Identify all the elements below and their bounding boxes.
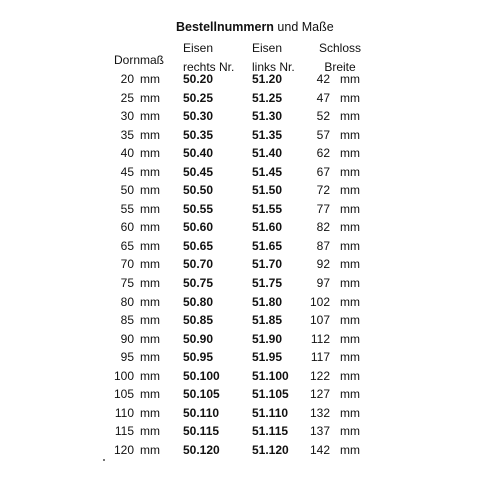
table-row (0, 163, 480, 182)
dornmass-unit: mm (140, 294, 160, 309)
eisen-rechts-number: 50.30 (183, 109, 214, 124)
eisen-links-number: 51.70 (252, 257, 283, 272)
schloss-breite-unit: mm (340, 442, 360, 457)
dornmass-unit: mm (140, 331, 160, 346)
schloss-breite-value: 82 (316, 220, 330, 235)
table-row (0, 218, 480, 237)
eisen-rechts-number: 50.85 (183, 313, 214, 328)
eisen-rechts-number: 50.75 (183, 276, 214, 291)
table-row (0, 367, 480, 386)
dornmass-unit: mm (140, 276, 160, 291)
schloss-breite-value: 132 (309, 405, 330, 420)
eisen-rechts-number: 50.90 (183, 331, 214, 346)
table-row (0, 330, 480, 349)
eisen-links-number: 51.90 (252, 331, 283, 346)
eisen-links-number: 51.105 (252, 387, 289, 402)
schloss-breite-value: 72 (316, 183, 330, 198)
eisen-rechts-number: 50.65 (183, 238, 214, 253)
dornmass-unit: mm (140, 405, 160, 420)
schloss-breite-unit: mm (340, 90, 360, 105)
dornmass-unit: mm (140, 442, 160, 457)
schloss-breite-value: 77 (316, 201, 330, 216)
eisen-links-number: 51.20 (252, 72, 283, 86)
header-eisen-rechts-line1: Eisen (183, 41, 214, 55)
dornmass-value: 50 (120, 183, 134, 198)
dornmass-unit: mm (140, 90, 160, 105)
eisen-rechts-number: 50.55 (183, 201, 214, 216)
header-schloss-breite-line1: Schloss (319, 41, 362, 55)
eisen-rechts-number: 50.25 (183, 90, 214, 105)
dornmass-value: 60 (120, 220, 134, 235)
eisen-links-number: 51.120 (252, 442, 289, 457)
schloss-breite-unit: mm (340, 220, 360, 235)
schloss-breite-value: 42 (316, 72, 330, 86)
eisen-rechts-number: 50.60 (183, 220, 214, 235)
eisen-links-number: 51.115 (252, 424, 289, 439)
table-row (0, 293, 480, 312)
eisen-rechts-number: 50.80 (183, 294, 214, 309)
schloss-breite-unit: mm (340, 387, 360, 402)
schloss-breite-value: 62 (316, 146, 330, 161)
header-dornmass: Dornmaß (114, 53, 165, 67)
eisen-links-number: 51.35 (252, 127, 283, 142)
dornmass-value: 40 (120, 146, 134, 161)
header-eisen-links-line2: links Nr. (252, 60, 295, 74)
header-eisen-links-line1: Eisen (252, 41, 283, 55)
schloss-breite-value: 122 (309, 368, 330, 383)
schloss-breite-value: 117 (310, 350, 330, 365)
eisen-links-number: 51.110 (252, 405, 289, 420)
table-row (0, 404, 480, 423)
table-row (0, 422, 480, 441)
schloss-breite-unit: mm (340, 368, 360, 383)
dornmass-value: 30 (120, 109, 134, 124)
table-row (0, 89, 480, 108)
size-table (0, 70, 480, 459)
eisen-links-number: 51.85 (252, 313, 283, 328)
dornmass-unit: mm (140, 146, 160, 161)
eisen-rechts-number: 50.50 (183, 183, 214, 198)
table-row (0, 237, 480, 256)
dornmass-value: 120 (113, 442, 134, 457)
dornmass-value: 105 (113, 387, 134, 402)
dornmass-unit: mm (140, 257, 160, 272)
dornmass-unit: mm (140, 201, 160, 216)
schloss-breite-unit: mm (340, 109, 360, 124)
eisen-links-number: 51.30 (252, 109, 283, 124)
dornmass-value: 75 (120, 276, 134, 291)
schloss-breite-unit: mm (340, 294, 360, 309)
table-row (0, 348, 480, 367)
schloss-breite-value: 97 (316, 276, 330, 291)
table-row (0, 107, 480, 126)
schloss-breite-value: 107 (309, 313, 330, 328)
schloss-breite-unit: mm (340, 331, 360, 346)
dornmass-unit: mm (140, 109, 160, 124)
eisen-rechts-number: 50.45 (183, 164, 214, 179)
schloss-breite-unit: mm (340, 164, 360, 179)
schloss-breite-value: 67 (316, 164, 330, 179)
dornmass-value: 115 (114, 424, 134, 439)
table-row (0, 144, 480, 163)
dornmass-unit: mm (140, 313, 160, 328)
dornmass-value: 45 (120, 164, 134, 179)
table-title-bold: Bestellnummern (176, 20, 274, 34)
schloss-breite-unit: mm (340, 424, 360, 439)
eisen-rechts-number: 50.110 (183, 405, 220, 420)
schloss-breite-unit: mm (340, 146, 360, 161)
eisen-rechts-number: 50.20 (183, 72, 214, 86)
dornmass-value: 85 (120, 313, 134, 328)
header-eisen-rechts-line2: rechts Nr. (183, 60, 235, 74)
schloss-breite-unit: mm (340, 313, 360, 328)
eisen-rechts-number: 50.105 (183, 387, 220, 402)
table-row (0, 274, 480, 293)
schloss-breite-value: 57 (316, 127, 330, 142)
dornmass-unit: mm (140, 424, 160, 439)
dornmass-unit: mm (140, 72, 160, 86)
schloss-breite-unit: mm (340, 276, 360, 291)
schloss-breite-unit: mm (340, 183, 360, 198)
schloss-breite-value: 142 (309, 442, 330, 457)
table-title (176, 20, 334, 34)
schloss-breite-value: 127 (309, 387, 330, 402)
eisen-links-number: 51.25 (252, 90, 283, 105)
dornmass-unit: mm (140, 164, 160, 179)
dornmass-value: 25 (120, 90, 134, 105)
table-row (0, 385, 480, 404)
dornmass-unit: mm (140, 350, 160, 365)
dornmass-value: 90 (120, 331, 134, 346)
eisen-rechts-number: 50.70 (183, 257, 214, 272)
table-row (0, 441, 480, 460)
schloss-breite-unit: mm (340, 127, 360, 142)
eisen-rechts-number: 50.120 (183, 442, 220, 457)
schloss-breite-value: 102 (309, 294, 330, 309)
dornmass-value: 70 (120, 257, 134, 272)
schloss-breite-value: 137 (309, 424, 330, 439)
eisen-links-number: 51.80 (252, 294, 283, 309)
dornmass-value: 100 (113, 368, 134, 383)
eisen-rechts-number: 50.115 (183, 424, 220, 439)
dornmass-unit: mm (140, 368, 160, 383)
eisen-links-number: 51.75 (252, 276, 283, 291)
eisen-rechts-number: 50.95 (183, 350, 214, 365)
dornmass-unit: mm (140, 220, 160, 235)
dornmass-value: 55 (120, 201, 134, 216)
table-row (0, 70, 480, 89)
dornmass-value: 35 (120, 127, 134, 142)
header-schloss-breite-line2: Breite (324, 60, 356, 74)
schloss-breite-unit: mm (340, 238, 360, 253)
schloss-breite-value: 112 (310, 331, 330, 346)
schloss-breite-unit: mm (340, 257, 360, 272)
table-row (0, 181, 480, 200)
schloss-breite-unit: mm (340, 350, 360, 365)
eisen-links-number: 51.95 (252, 350, 283, 365)
table-title-rest: und Maße (273, 20, 334, 34)
eisen-rechts-number: 50.40 (183, 146, 214, 161)
schloss-breite-unit: mm (340, 201, 360, 216)
dornmass-unit: mm (140, 183, 160, 198)
table-row (0, 311, 480, 330)
dornmass-value: 80 (120, 294, 134, 309)
table-row (0, 200, 480, 219)
schloss-breite-value: 92 (316, 257, 330, 272)
schloss-breite-value: 47 (316, 90, 330, 105)
dornmass-unit: mm (140, 238, 160, 253)
eisen-links-number: 51.60 (252, 220, 283, 235)
eisen-links-number: 51.65 (252, 238, 283, 253)
dornmass-value: 65 (120, 238, 134, 253)
dornmass-value: 110 (114, 405, 134, 420)
dornmass-unit: mm (140, 127, 160, 142)
eisen-links-number: 51.50 (252, 183, 283, 198)
dornmass-value: 95 (120, 350, 134, 365)
eisen-rechts-number: 50.100 (183, 368, 220, 383)
eisen-links-number: 51.55 (252, 201, 283, 216)
schloss-breite-unit: mm (340, 405, 360, 420)
table-row (0, 126, 480, 145)
eisen-links-number: 51.40 (252, 146, 283, 161)
schloss-breite-unit: mm (340, 72, 360, 86)
schloss-breite-value: 87 (316, 238, 330, 253)
eisen-rechts-number: 50.35 (183, 127, 214, 142)
speck-dot (103, 459, 105, 461)
table-row (0, 255, 480, 274)
eisen-links-number: 51.100 (252, 368, 289, 383)
schloss-breite-value: 52 (316, 109, 330, 124)
eisen-links-number: 51.45 (252, 164, 283, 179)
dornmass-value: 20 (120, 72, 134, 86)
dornmass-unit: mm (140, 387, 160, 402)
